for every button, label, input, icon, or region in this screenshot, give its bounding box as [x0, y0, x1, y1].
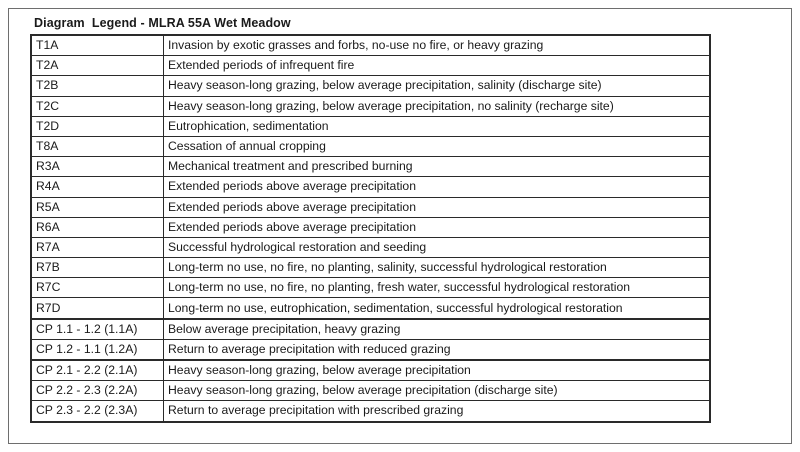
row-description: Long-term no use, no fire, no planting, fresh water, successful hydrological restoration [164, 278, 711, 298]
row-description: Below average precipitation, heavy grazing [164, 319, 711, 340]
row-description: Extended periods above average precipitation [164, 177, 711, 197]
table-row [31, 136, 710, 156]
row-code: CP 2.1 - 2.2 (2.1A) [31, 360, 164, 381]
row-code: R5A [31, 197, 164, 217]
row-description: Heavy season-long grazing, below average precipitation, no salinity (recharge site) [164, 96, 711, 116]
row-description: Long-term no use, no fire, no planting, salinity, successful hydrological restoration [164, 258, 711, 278]
row-code: R4A [31, 177, 164, 197]
row-description: Return to average precipitation with reduced grazing [164, 339, 711, 360]
table-row [31, 319, 710, 340]
row-description: Extended periods above average precipitation [164, 197, 711, 217]
table-row [31, 197, 710, 217]
table-row [31, 401, 710, 422]
table-row [31, 217, 710, 237]
table-row [31, 35, 710, 56]
row-description: Heavy season-long grazing, below average precipitation [164, 360, 711, 381]
table-row [31, 360, 710, 381]
row-description: Successful hydrological restoration and seeding [164, 237, 711, 257]
row-description: Eutrophication, sedimentation [164, 116, 711, 136]
row-description: Extended periods of infrequent fire [164, 56, 711, 76]
row-code: R7A [31, 237, 164, 257]
row-description: Mechanical treatment and prescribed burning [164, 157, 711, 177]
table-row [31, 116, 710, 136]
table-row [31, 96, 710, 116]
row-code: T2B [31, 76, 164, 96]
row-code: CP 1.2 - 1.1 (1.2A) [31, 339, 164, 360]
row-code: T2D [31, 116, 164, 136]
legend-title: Diagram Legend - MLRA 55A Wet Meadow [34, 16, 291, 30]
row-code: CP 2.3 - 2.2 (2.3A) [31, 401, 164, 422]
row-code: T2A [31, 56, 164, 76]
row-code: CP 2.2 - 2.3 (2.2A) [31, 381, 164, 401]
row-code: R3A [31, 157, 164, 177]
row-code: T8A [31, 136, 164, 156]
row-description: Long-term no use, eutrophication, sedimentation, successful hydrological restoration [164, 298, 711, 319]
row-code: CP 1.1 - 1.2 (1.1A) [31, 319, 164, 340]
row-description: Heavy season-long grazing, below average precipitation (discharge site) [164, 381, 711, 401]
row-code: T1A [31, 35, 164, 56]
row-code: R6A [31, 217, 164, 237]
table-row [31, 237, 710, 257]
row-code: R7D [31, 298, 164, 319]
legend-table [30, 34, 711, 423]
row-code: R7B [31, 258, 164, 278]
row-description: Cessation of annual cropping [164, 136, 711, 156]
table-row [31, 56, 710, 76]
table-row [31, 258, 710, 278]
table-row [31, 177, 710, 197]
table-row [31, 298, 710, 319]
row-description: Return to average precipitation with prescribed grazing [164, 401, 711, 422]
row-description: Heavy season-long grazing, below average precipitation, salinity (discharge site) [164, 76, 711, 96]
row-code: R7C [31, 278, 164, 298]
table-row [31, 339, 710, 360]
table-row [31, 278, 710, 298]
table-row [31, 76, 710, 96]
row-description: Extended periods above average precipitation [164, 217, 711, 237]
row-description: Invasion by exotic grasses and forbs, no-use no fire, or heavy grazing [164, 35, 711, 56]
table-row [31, 157, 710, 177]
row-code: T2C [31, 96, 164, 116]
table-row [31, 381, 710, 401]
